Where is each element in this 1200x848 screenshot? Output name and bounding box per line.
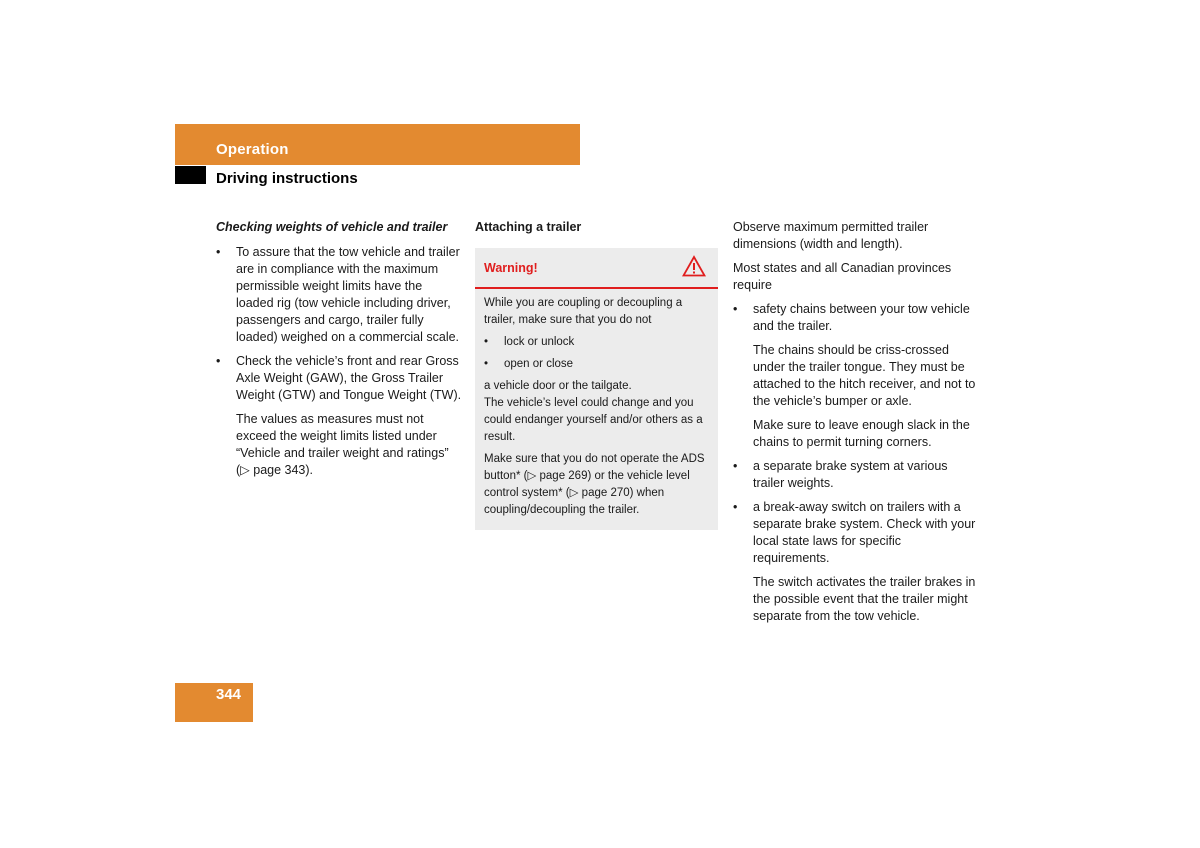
list-item <box>733 458 979 492</box>
warning-triangle-icon <box>682 255 706 277</box>
list-item-text: open or close <box>504 358 574 370</box>
list-item-text: lock or unlock <box>504 336 575 348</box>
requirements-intro: Most states and all Canadian provinces require <box>733 261 952 292</box>
list-item-text: a break-away switch on trailers with a separate brake system. Check with your local state laws for specific requirements. <box>753 500 976 565</box>
slack-note: Make sure to leave enough slack in the chains to permit turning corners. <box>753 418 970 449</box>
bullet-icon: • <box>733 500 738 514</box>
list-item-text: a separate brake system at various trailer weights. <box>753 459 948 490</box>
warning-instruction: Make sure that you do not operate the ADS button* (▷ page 269) or the vehicle level control system* (▷ page 270) when coupling/decoupling the trailer. <box>484 453 705 516</box>
dimensions-paragraph: Observe maximum permitted trailer dimensions (width and length). <box>733 220 929 251</box>
list-item-text: Check the vehicle’s front and rear Gross Axle Weight (GAW), the Gross Trailer Weight (GTW) and Tongue Weight (TW). <box>236 354 462 402</box>
bullet-icon: • <box>733 459 738 473</box>
attaching-heading: Attaching a trailer <box>475 220 582 234</box>
warning-intro: While you are coupling or decoupling a trailer, make sure that you do not <box>484 297 683 326</box>
warning-header <box>475 248 718 289</box>
list-item <box>484 334 709 351</box>
section-marker <box>175 166 206 184</box>
list-item-text: To assure that the tow vehicle and trailer are in compliance with the maximum permissible weight limits have the loaded rig (tow vehicle including driver, passengers and cargo, trailer fully loaded) weighed on a commercial scale. <box>236 245 460 344</box>
warning-after: a vehicle door or the tailgate. <box>484 380 632 392</box>
warning-body <box>475 289 718 519</box>
subsection-title: Driving instructions <box>216 170 358 187</box>
list-item-text: safety chains between your tow vehicle and the trailer. <box>753 302 970 333</box>
list-item <box>216 353 462 404</box>
weights-note: The values as measures must not exceed the weight limits listed under “Vehicle and trailer weight and ratings” (▷ page 343). <box>236 412 449 477</box>
list-item <box>484 356 709 373</box>
bullet-icon: • <box>484 358 489 370</box>
bullet-icon: • <box>733 302 738 316</box>
weights-heading: Checking weights of vehicle and trailer <box>216 220 448 234</box>
bullet-icon: • <box>216 354 221 368</box>
switch-note: The switch activates the trailer brakes in the possible event that the trailer might separate from the tow vehicle. <box>753 575 976 623</box>
list-item <box>733 499 979 567</box>
section-title: Operation <box>216 141 289 158</box>
chains-note: The chains should be criss-crossed under the trailer tongue. They must be attached to the hitch receiver, and not to the vehicle’s bumper or axle. <box>753 343 976 408</box>
column-requirements <box>733 219 979 632</box>
list-item <box>216 244 462 346</box>
bullet-icon: • <box>484 336 489 348</box>
warning-title: Warning! <box>484 261 538 275</box>
page-number-tab <box>175 683 253 722</box>
column-weights <box>216 219 462 486</box>
warning-consequence: The vehicle’s level could change and you could endanger yourself and/or others as a result. <box>484 397 703 443</box>
page-number: 344 <box>216 686 242 703</box>
column-attaching <box>475 219 718 530</box>
list-item <box>733 301 979 335</box>
bullet-icon: • <box>216 245 221 259</box>
warning-box <box>475 248 718 530</box>
